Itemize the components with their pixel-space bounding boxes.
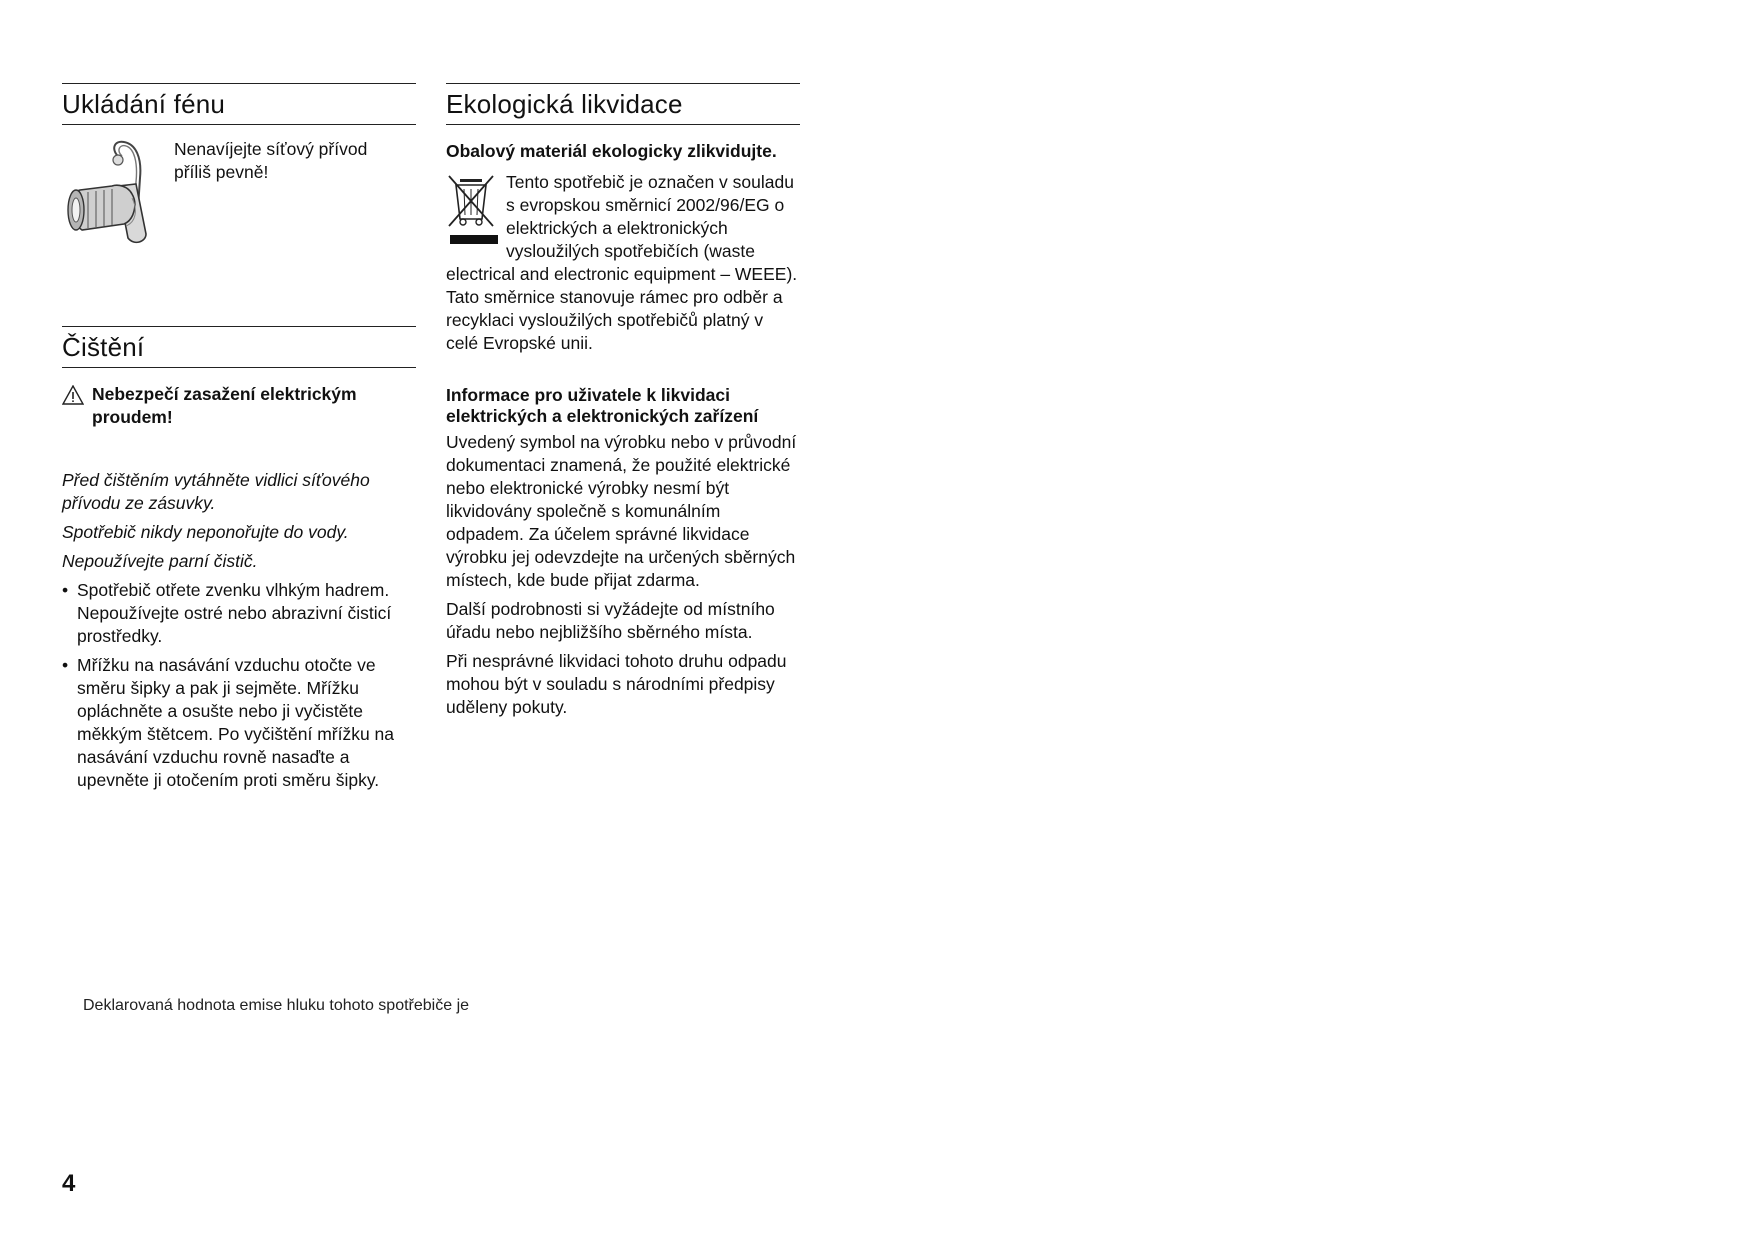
disposal-title: Ekologická likvidace: [446, 88, 683, 119]
warning-triangle-icon: [62, 385, 84, 405]
disposal-section-header: [446, 83, 800, 125]
list-item: • Spotřebič otřete zvenku vlhkým hadrem. Nepoužívejte ostré nebo abrazivní čisticí prostředky.: [62, 579, 416, 648]
italic-line-3: Nepoužívejte parní čistič.: [62, 551, 258, 571]
storage-title: Ukládání fénu: [62, 88, 226, 119]
left-column: [62, 83, 416, 798]
disposal-paragraph: Uvedený symbol na výrobku nebo v průvodní dokumentaci znamená, že použité elektrické nebo elektronické výrobky nesmí být likvidovány společně s komunálním odpadem. Za účelem správné likvidace výrobku jej odevzdejte na určených sběrných místech, kde bude přijat zdarma.: [446, 432, 797, 590]
storage-section-header: [62, 83, 416, 125]
list-item: • Mřížku na nasávání vzduchu otočte ve směru šipky a pak ji sejměte. Mřížku opláchněte a osušte nebo ji vyčistěte měkkým štětcem. Po vyčištění mřížku na nasávání vzduchu rovně nasaďte a upevněte ji otočením proti směru šipky.: [62, 654, 416, 792]
page-number: 4: [62, 1170, 76, 1197]
italic-line-2: Spotřebič nikdy neponořujte do vody.: [62, 522, 349, 542]
crossed-out-bin-icon: [446, 173, 498, 249]
cleaning-title: Čištění: [62, 331, 145, 362]
packaging-note: Obalový materiál ekologicky zlikvidujte.: [446, 141, 777, 161]
warning-block: [62, 383, 416, 429]
info-heading: Informace pro uživatele k likvidaci elektrických a elektronických zařízení: [446, 385, 759, 426]
weee-block: [446, 171, 800, 355]
storage-content: [62, 138, 416, 288]
disposal-paragraph: Další podrobnosti si vyžádejte od místního úřadu nebo nejbližšího sběrného místa.: [446, 599, 775, 642]
right-column: [446, 83, 800, 719]
disposal-paragraph: Při nesprávné likvidaci tohoto druhu odpadu mohou být v souladu s národními předpisy uděleny pokuty.: [446, 651, 787, 717]
noise-emission-note: Deklarovaná hodnota emise hluku tohoto spotřebiče je: [83, 997, 470, 1014]
cleaning-section-header: [62, 326, 416, 368]
warning-text: Nebezpečí zasažení elektrickým proudem!: [92, 384, 357, 427]
hair-dryer-illustration: [62, 138, 166, 256]
weee-text: Tento spotřebič je označen v souladu s evropskou směrnicí 2002/96/EG o elektrických a elektronických vysloužilých spotřebičích (waste electrical and electronic equipment – WEEE). Tato směrnice stanovuje rámec pro odběr a recyklaci vysloužilých spotřebičů platný v celé Evropské unii.: [446, 172, 798, 353]
storage-text: Nenavíjejte síťový přívod příliš pevně!: [174, 139, 368, 182]
italic-line-1: Před čištěním vytáhněte vidlici síťového přívodu ze zásuvky.: [62, 470, 370, 513]
cleaning-bullet-list: [62, 579, 416, 792]
